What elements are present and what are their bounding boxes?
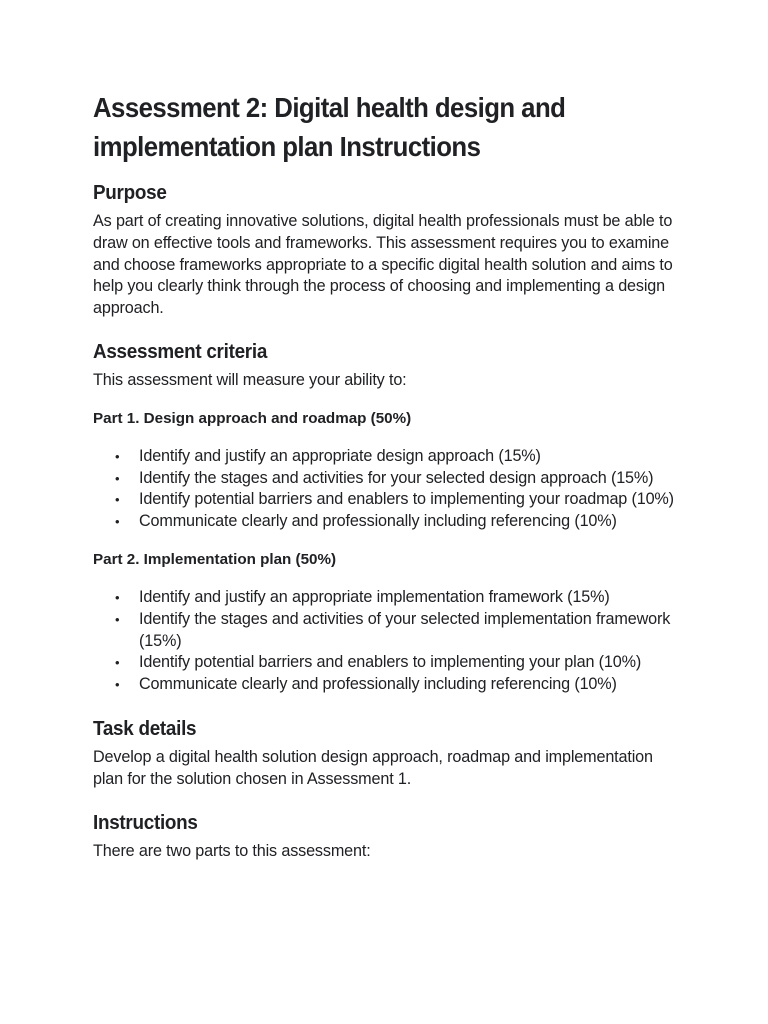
list-item-text: Identify and justify an appropriate design approach (15%) bbox=[139, 446, 541, 465]
bullet-icon: • bbox=[115, 611, 120, 627]
bullet-icon: • bbox=[115, 492, 120, 508]
task-details-heading: Task details bbox=[93, 716, 197, 740]
part2-criteria-list bbox=[93, 587, 683, 696]
list-item bbox=[93, 609, 683, 653]
bullet-icon: • bbox=[115, 589, 120, 605]
criteria-heading: Assessment criteria bbox=[93, 339, 268, 363]
task-details-text: Develop a digital health solution design approach, roadmap and implementation plan for the solution chosen in Assessment 1. bbox=[93, 747, 653, 788]
instructions-heading: Instructions bbox=[93, 810, 198, 834]
bullet-icon: • bbox=[115, 448, 120, 464]
purpose-heading: Purpose bbox=[93, 181, 167, 204]
list-item-text: Identify and justify an appropriate implementation framework (15%) bbox=[139, 587, 610, 606]
part1-criteria-list bbox=[93, 446, 683, 533]
list-item bbox=[93, 674, 683, 696]
list-item bbox=[93, 652, 683, 674]
criteria-intro: This assessment will measure your ability to: bbox=[93, 370, 407, 389]
list-item-text: Communicate clearly and professionally including referencing (10%) bbox=[139, 675, 617, 694]
bullet-icon: • bbox=[115, 514, 120, 530]
part1-heading: Part 1. Design approach and roadmap (50%) bbox=[93, 409, 412, 427]
list-item bbox=[93, 446, 683, 468]
bullet-icon: • bbox=[115, 677, 120, 693]
list-item-text: Identify potential barriers and enablers to implementing your plan (10%) bbox=[139, 653, 642, 672]
part2-heading: Part 2. Implementation plan (50%) bbox=[93, 550, 337, 568]
instructions-text: There are two parts to this assessment: bbox=[93, 841, 371, 860]
list-item-text: Identify the stages and activities of your selected implementation framework (15%) bbox=[139, 609, 671, 650]
document-title: Assessment 2: Digital health design and implementation plan Instructions bbox=[93, 92, 566, 162]
list-item bbox=[93, 511, 683, 533]
list-item bbox=[93, 587, 683, 609]
list-item bbox=[93, 468, 683, 490]
list-item bbox=[93, 489, 683, 511]
bullet-icon: • bbox=[115, 470, 120, 486]
purpose-text: As part of creating innovative solutions, digital health professionals must be able to draw on effective tools and frameworks. This assessment requires you to examine and choose frameworks appropriate to a specific digital health solution and aims to help you clearly think through the process of choosing and implementing a design approach. bbox=[93, 212, 673, 318]
document-page bbox=[93, 88, 683, 862]
list-item-text: Identify potential barriers and enablers to implementing your roadmap (10%) bbox=[139, 490, 674, 509]
list-item-text: Communicate clearly and professionally including referencing (10%) bbox=[139, 512, 617, 531]
list-item-text: Identify the stages and activities for your selected design approach (15%) bbox=[139, 468, 654, 487]
bullet-icon: • bbox=[115, 655, 120, 671]
